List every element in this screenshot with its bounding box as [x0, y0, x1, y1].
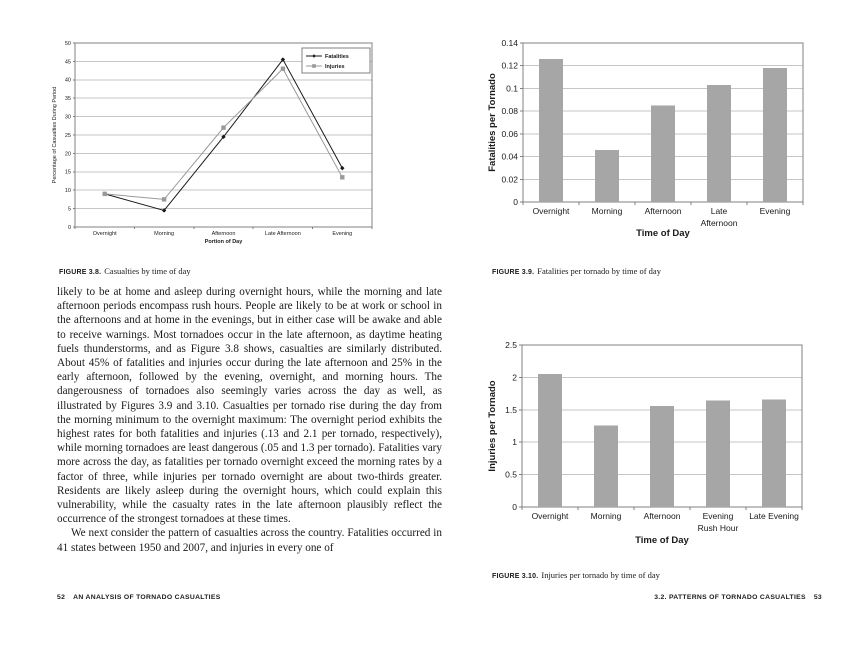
svg-text:Morning: Morning [154, 231, 175, 237]
svg-text:Late Evening: Late Evening [749, 511, 799, 521]
running-head: 3.2. PATTERNS OF TORNADO CASUALTIES [654, 594, 806, 601]
figure-label: FIGURE 3.10. [492, 573, 539, 580]
svg-text:0.04: 0.04 [501, 151, 518, 162]
svg-text:25: 25 [64, 132, 71, 139]
svg-text:0.02: 0.02 [501, 174, 518, 185]
svg-text:1: 1 [512, 437, 517, 448]
svg-text:Afternoon: Afternoon [211, 231, 236, 237]
right-running-footer [654, 594, 822, 601]
svg-text:Evening: Evening [332, 231, 353, 237]
svg-text:10: 10 [64, 188, 71, 195]
svg-text:0.14: 0.14 [501, 37, 518, 48]
svg-text:Fatalities: Fatalities [325, 54, 349, 60]
svg-text:1.5: 1.5 [505, 404, 517, 415]
svg-text:2.5: 2.5 [505, 339, 517, 350]
figure-caption-text: Casualties by time of day [104, 266, 191, 276]
left-running-footer [57, 594, 221, 601]
svg-text:15: 15 [64, 169, 71, 176]
svg-text:5: 5 [67, 206, 71, 213]
svg-text:0: 0 [67, 224, 71, 231]
svg-text:Fatalities per Tornado: Fatalities per Tornado [487, 73, 498, 172]
svg-text:Afternoon: Afternoon [643, 511, 681, 521]
svg-text:0.12: 0.12 [501, 60, 518, 71]
svg-text:Percentage of Casualties Durin: Percentage of Casualties During Period [52, 86, 58, 184]
figure-3-8-line-chart [45, 30, 385, 255]
svg-text:50: 50 [64, 40, 71, 47]
svg-text:Afternoon: Afternoon [700, 218, 738, 228]
svg-text:20: 20 [64, 151, 71, 158]
svg-text:30: 30 [64, 114, 71, 121]
svg-text:0.08: 0.08 [501, 106, 518, 117]
figure-label: FIGURE 3.9. [492, 269, 535, 276]
running-head: AN ANALYSIS OF TORNADO CASUALTIES [73, 594, 221, 601]
caption-figure-3-10 [492, 565, 660, 583]
body-paragraph-2: We next consider the pattern of casualties across the country. Fatalities occurred in 41 states between 1950 and 2007, and injuries in every one of [57, 527, 442, 554]
body-paragraph-1: likely to be at home and asleep during overnight hours, while the morning and late afternoon periods encompass rush hours. People are likely to be at work or school in the afternoons and at home in the evenings, but in either case will be awake and able to receive warnings. Most tornadoes occur in the late afternoon, as daytime heating fuels thunderstorms, and as Figure 3.8 shows, casualties are similarly distributed. About 45% of fatalities and injuries occur during the late afternoon and 25% in the early afternoon, followed by the evening, overnight, and morning hours. The dangerousness of tornadoes also seemingly varies across the day as well, as illustrated by Figures 3.9 and 3.10. Casualties per tornado rise during the day from the morning minimum to the overnight maximum: The overnight period exhibits the highest rates for both fatalities and injuries (.13 and 2.1 per tornado, respectively), while morning tornadoes are least dangerous (.05 and 1.3 per tornado). Fatalities vary more across the day, as fatalities per tornado overnight exceed the morning rates by a factor of three, while injuries per tornado overnight are about two-thirds greater. Residents are likely asleep during the overnight hours, which could explain this vulnerability, while the casualty rates in the late afternoon plausibly reflect the occurrence of the strongest tornadoes at these times. [57, 286, 442, 526]
svg-text:Overnight: Overnight [531, 511, 569, 521]
svg-text:Morning: Morning [590, 511, 622, 521]
figure-caption-text: Injuries per tornado by time of day [541, 570, 660, 580]
figure-label: FIGURE 3.8. [59, 269, 102, 276]
svg-text:Evening: Evening [702, 511, 734, 521]
svg-text:0: 0 [512, 501, 517, 512]
svg-text:Injuries per Tornado: Injuries per Tornado [487, 380, 498, 472]
svg-text:0.5: 0.5 [505, 469, 517, 480]
svg-text:Time of Day: Time of Day [635, 535, 689, 546]
caption-figure-3-8 [59, 261, 191, 279]
svg-text:Evening: Evening [759, 206, 791, 216]
svg-text:Late Afternoon: Late Afternoon [265, 231, 301, 237]
figure-3-9-bar-chart [485, 30, 820, 255]
svg-text:Portion of Day: Portion of Day [204, 239, 243, 245]
svg-text:Afternoon: Afternoon [644, 206, 682, 216]
svg-text:2: 2 [512, 372, 517, 383]
svg-text:40: 40 [64, 77, 71, 84]
svg-text:Injuries: Injuries [325, 64, 345, 70]
svg-text:Late: Late [710, 206, 728, 216]
svg-text:Morning: Morning [591, 206, 623, 216]
page-number: 53 [813, 594, 822, 601]
caption-figure-3-9 [492, 261, 661, 279]
svg-text:45: 45 [64, 59, 71, 66]
svg-text:Overnight: Overnight [92, 231, 117, 237]
figure-caption-text: Fatalities per tornado by time of day [537, 266, 661, 276]
figure-3-10-bar-chart [485, 332, 820, 560]
svg-text:Time of Day: Time of Day [636, 228, 690, 239]
svg-text:Overnight: Overnight [532, 206, 570, 216]
svg-text:35: 35 [64, 96, 71, 103]
svg-text:0.06: 0.06 [501, 128, 518, 139]
page-number: 52 [57, 594, 66, 601]
body-text [57, 285, 442, 555]
svg-text:0.1: 0.1 [506, 83, 518, 94]
svg-text:0: 0 [513, 196, 518, 207]
svg-text:Rush Hour: Rush Hour [697, 523, 739, 533]
